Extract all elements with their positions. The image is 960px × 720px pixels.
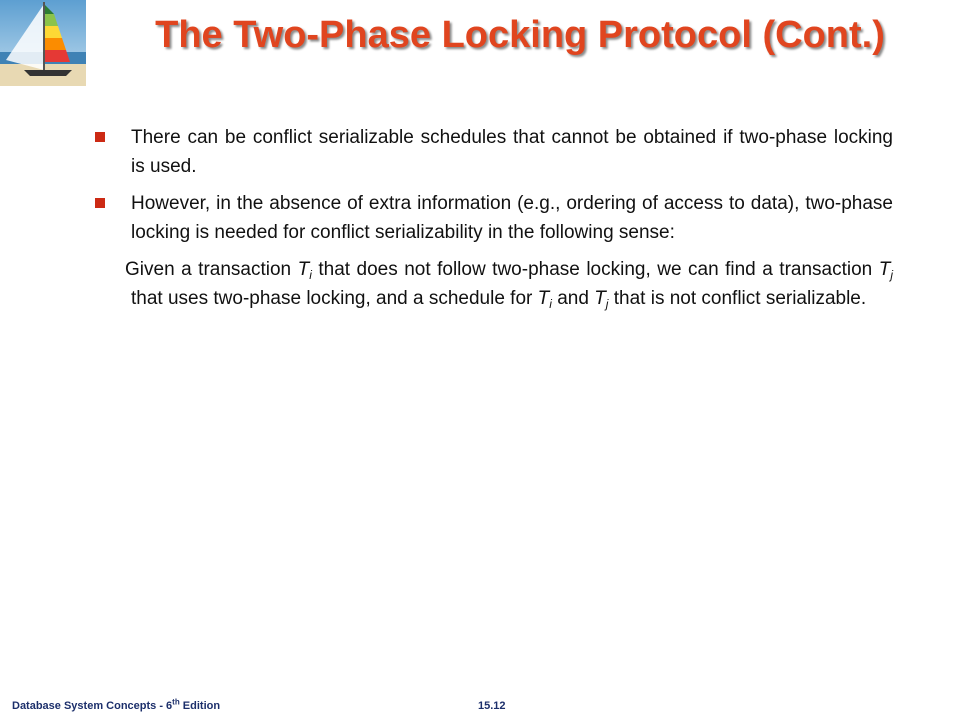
given-text: that does not follow two-phase locking, we can find a transaction [311, 259, 879, 280]
slide-title: The Two-Phase Locking Protocol (Cont.) [155, 14, 885, 56]
bullet-text: However, in the absence of extra information (e.g., ordering of access to data), two-phase locking is needed for conflict serializability in the following sense: [131, 193, 893, 243]
transaction-tj: $T_j$ [878, 259, 893, 282]
bullet-item [93, 123, 893, 181]
given-text: and [551, 288, 595, 309]
sailboat-logo-icon [0, 0, 86, 86]
given-text: Given a transaction [125, 259, 298, 280]
transaction-ti: $T_i$ [297, 259, 312, 282]
slide-body [93, 123, 893, 313]
transaction-tj: $T_j$ [594, 288, 609, 311]
footer-book-title: Database System Concepts - 6th Edition [12, 697, 221, 712]
given-text: that uses two-phase locking, and a schedule for [131, 288, 538, 309]
bullet-item [93, 189, 893, 247]
footer-page-number: 15.12 [478, 700, 506, 712]
square-bullet-icon [95, 198, 105, 208]
transaction-ti: $T_i$ [537, 288, 552, 311]
given-text: that is not conflict serializable. [608, 288, 867, 309]
given-paragraph [125, 255, 893, 313]
square-bullet-icon [95, 132, 105, 142]
bullet-text: There can be conflict serializable schedules that cannot be obtained if two-phase locking is used. [131, 127, 893, 177]
